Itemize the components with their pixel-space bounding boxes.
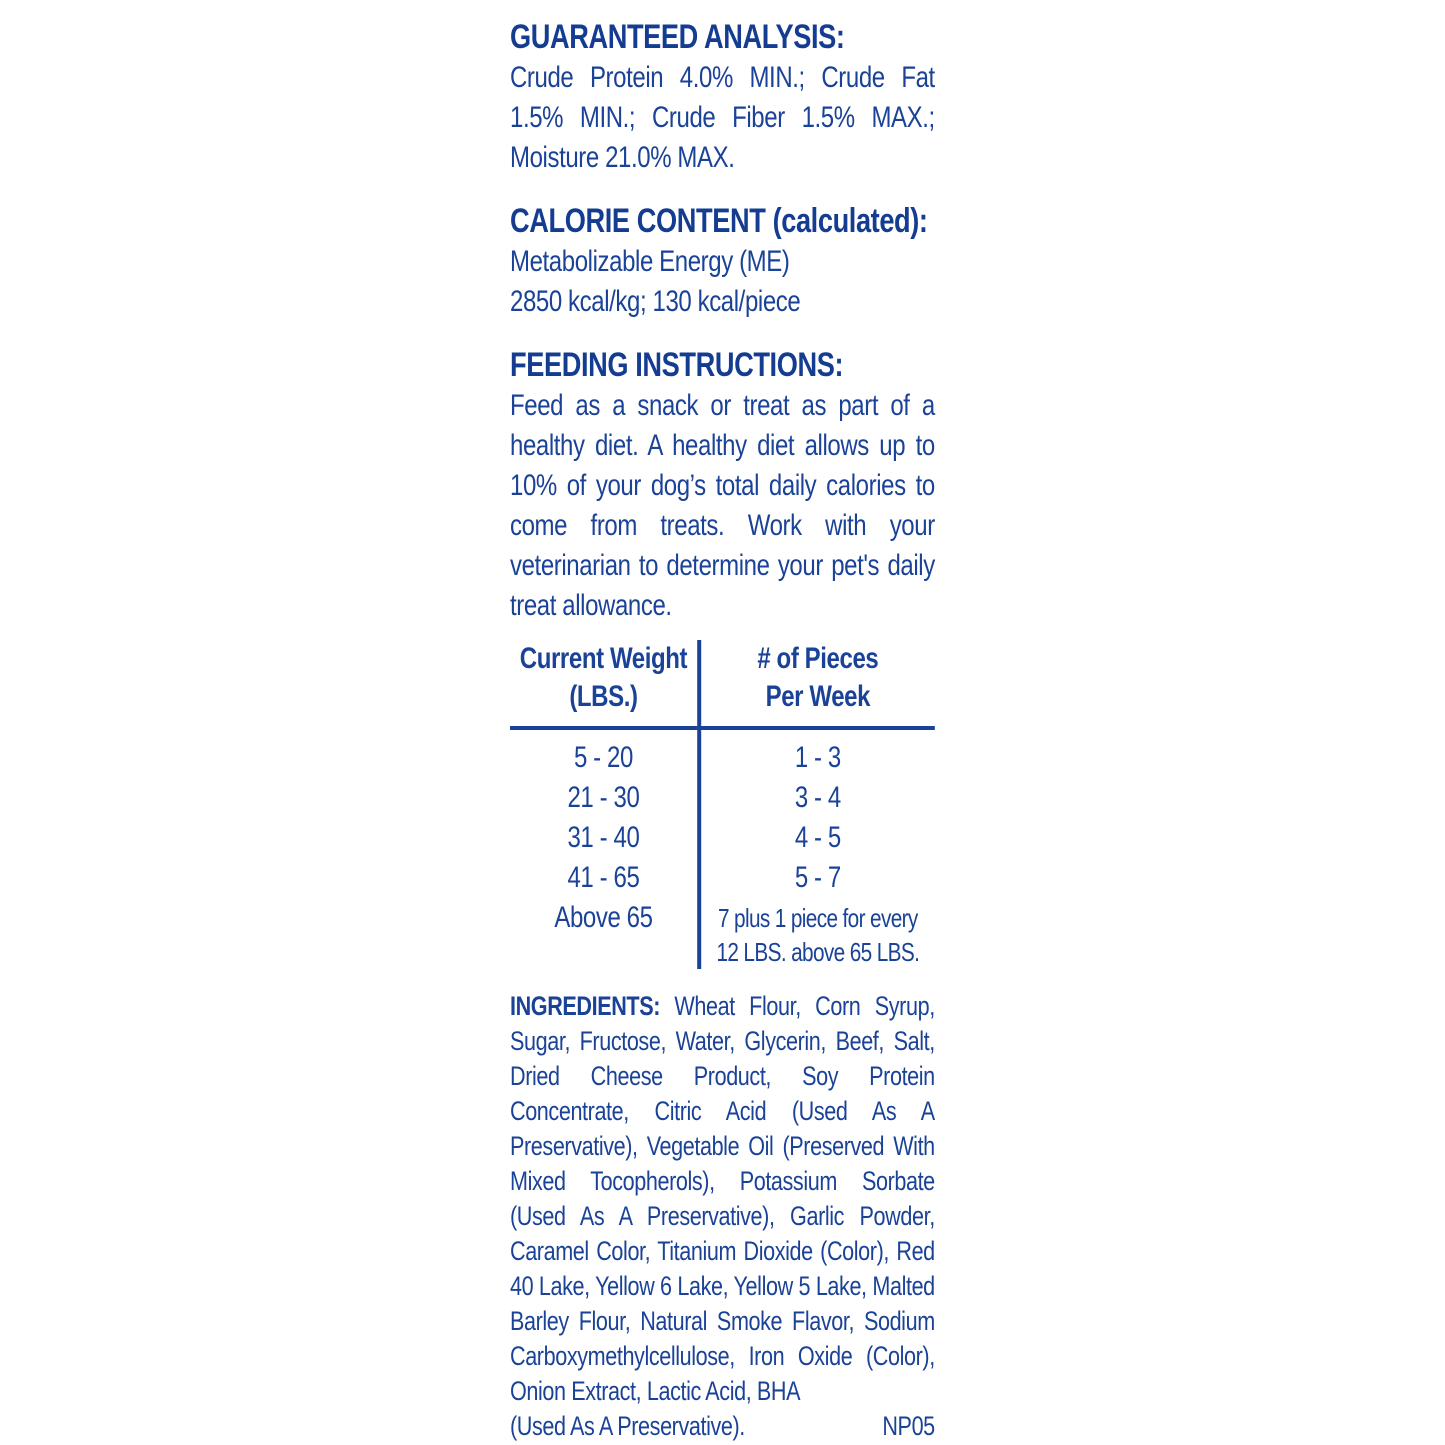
ingredients-body [510,989,935,1409]
feeding-table [510,640,935,969]
table-row-pieces: 4 - 5 [697,818,935,858]
table-row-pieces: 3 - 4 [697,778,935,818]
label-code: NP05 [882,1411,935,1441]
pieces-note-line1: 7 plus 1 piece for every [717,903,918,933]
col2-header-line2: Per Week [765,680,871,713]
col2-header-line1: # of Pieces [757,642,879,675]
guaranteed-analysis-body: Crude Protein 4.0% MIN.; Crude Fat 1.5% MIN.; Crude Fiber 1.5% MAX.; Moisture 21.0% MAX. [510,61,935,174]
feeding-table-col2-header [697,640,935,730]
section-ingredients [510,989,935,1444]
label-column [510,16,935,1445]
calorie-content-line2: 2850 kcal/kg; 130 kcal/piece [510,285,801,318]
ingredients-ending: (Used As A Preservative). [510,1411,745,1441]
pieces-note-line2: 12 LBS. above 65 LBS. [716,937,920,967]
table-row-weight: 5 - 20 [573,741,633,774]
table-row-weight: 41 - 65 [567,861,640,894]
feeding-table-col1-header [510,640,697,730]
table-row-weight: Above 65 [554,901,653,934]
ingredients-label: INGREDIENTS: [510,991,661,1021]
table-row-pieces: 5 - 7 [697,858,935,898]
calorie-content-line1: Metabolizable Energy (ME) [510,245,790,278]
col1-header-line2: (LBS.) [569,680,638,713]
table-row-weight: 21 - 30 [567,781,640,814]
section-feeding-instructions [510,344,935,626]
ingredients-last-line [510,1409,935,1444]
section-guaranteed-analysis [510,16,935,178]
table-row-weight: 31 - 40 [567,821,640,854]
feeding-instructions-heading: FEEDING INSTRUCTIONS: [510,346,844,384]
feeding-instructions-body: Feed as a snack or treat as part of a healthy diet. A healthy diet allows up to 10% of your dog’s total daily calories to come from treats. Work with your veterinarian to determine your pet's daily treat allowance. [510,389,935,622]
table-row-pieces: 1 - 3 [697,730,935,778]
guaranteed-analysis-heading: GUARANTEED ANALYSIS: [510,18,845,56]
table-row-pieces [697,898,935,969]
section-calorie-content [510,200,935,322]
ingredients-list: Wheat Flour, Corn Syrup, Sugar, Fructose, Water, Glycerin, Beef, Salt, Dried Cheese Product, Soy Protein Concentrate, Citric Acid (Used As A Preservative), Vegetable Oil (Preserved With Mixed Tocopherols), Potassium Sorbate (Used As A Preservative), Garlic Powder, Caramel Color, Titanium Dioxide (Color), Red 40 Lake, Yellow 6 Lake, Yellow 5 Lake, Malted Barley Flour, Natural Smoke Flavor, Sodium Carboxymethylcellulose, Iron Oxide (Color), Onion Extract, Lactic Acid, BHA [510,991,935,1406]
calorie-content-heading: CALORIE CONTENT (calculated): [510,202,928,240]
col1-header-line1: Current Weight [519,642,688,675]
